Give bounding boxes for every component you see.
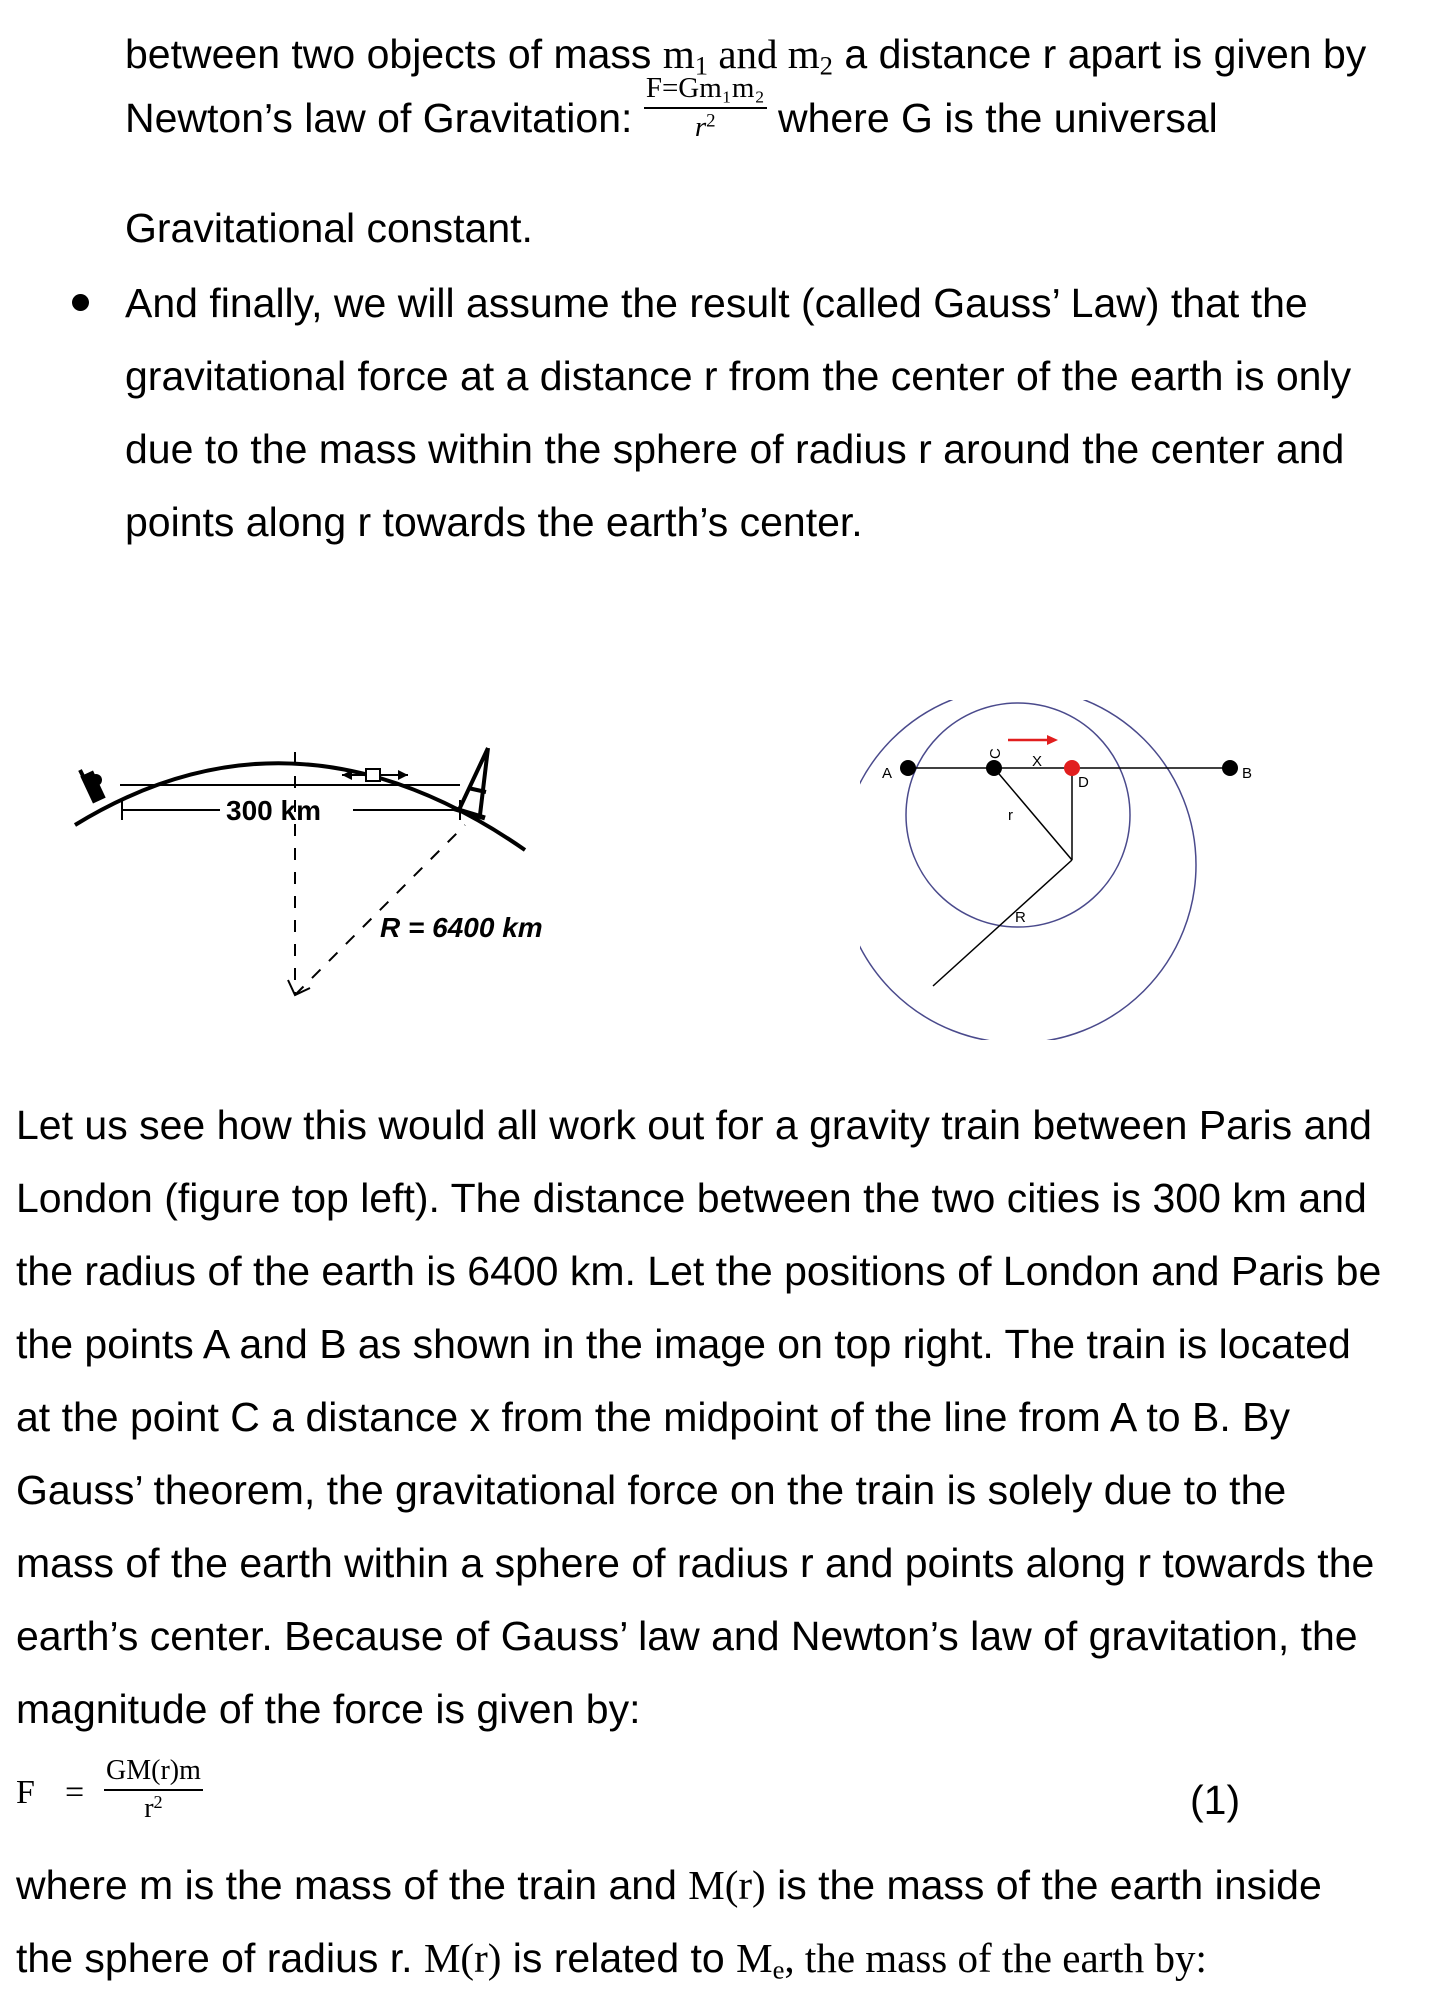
- equation-denominator: $r^2$: [144, 1791, 163, 1824]
- gravitation-formula: $\frac{\text{F=Gm₁m₂}}{r^2}$: [645, 72, 765, 144]
- bullet-line-1: And finally, we will assume the result (called Gauss’ Law) that the: [125, 280, 1308, 326]
- label-R: R: [1015, 909, 1026, 926]
- equation-number: (1): [1190, 1777, 1241, 1823]
- body-line-1: Let us see how this would all work out for a gravity train between Paris and: [16, 1102, 1372, 1148]
- intro-text-post: a distance r apart is given by: [833, 31, 1367, 77]
- and-text: and: [708, 31, 788, 77]
- intro-line-2: [125, 72, 1218, 144]
- radius-R-line: [933, 860, 1072, 986]
- eiffel-tower-icon: [452, 748, 488, 818]
- body-line-8: earth’s center. Because of Gauss’ law and Newton’s law of gravitation, the: [16, 1613, 1358, 1659]
- label-r: r: [1008, 807, 1013, 824]
- inner-sphere-circle: [906, 703, 1130, 927]
- equation-numerator: GM(r)m: [104, 1757, 203, 1791]
- label-b: B: [1242, 765, 1253, 782]
- body-line-7: mass of the earth within a sphere of radius r and points along r towards the: [16, 1540, 1375, 1586]
- body-line-4: the points A and B as shown in the image on top right. The train is located: [16, 1321, 1351, 1367]
- intro-text: between two objects of mass: [125, 31, 663, 77]
- figure-paris-london: [60, 730, 600, 1010]
- london-landmark-icon: [80, 770, 106, 804]
- equation-equals: =: [65, 1774, 85, 1811]
- radius-arrow-head: [288, 980, 310, 995]
- newton-law-label: Newton’s law of Gravitation:: [125, 95, 644, 141]
- figure-chord-diagram: [860, 700, 1280, 1040]
- mass-m2: $m_2$: [787, 31, 833, 81]
- point-c: [986, 760, 1002, 776]
- direction-arrow-head-icon: [1047, 735, 1058, 745]
- label-c: C: [987, 748, 1004, 759]
- label-x: X: [1032, 753, 1043, 770]
- after-line-2: the sphere of radius r. M(r) is related to $M_e$, the mass of the earth by:: [16, 1935, 1207, 1985]
- point-a: [900, 760, 916, 776]
- body-line-3: the radius of the earth is 6400 km. Let the positions of London and Paris be: [16, 1248, 1382, 1294]
- intro-line-3: Gravitational constant.: [125, 205, 533, 251]
- equation-lhs: F: [16, 1774, 35, 1811]
- radius-r-line: [994, 768, 1072, 860]
- bullet-line-3: due to the mass within the sphere of radius r around the center and: [125, 426, 1345, 472]
- bullet-line-4: points along r towards the earth’s center.: [125, 499, 863, 545]
- radius-label: R = 6400 km: [380, 912, 543, 943]
- distance-label: 300 km: [226, 795, 321, 826]
- earth-outer-circle: [860, 700, 1196, 1040]
- intro-line-1: [125, 31, 1367, 81]
- mass-m1: $m_1$: [662, 31, 709, 81]
- body-line-5: at the point C a distance x from the midpoint of the line from A to B. By: [16, 1394, 1290, 1440]
- train-arrow-right-icon: [398, 770, 408, 780]
- body-line-6: Gauss’ theorem, the gravitational force on the train is solely due to the: [16, 1467, 1287, 1513]
- bullet-line-2: gravitational force at a distance r from the center of the earth is only: [125, 353, 1352, 399]
- label-d: D: [1078, 774, 1089, 791]
- body-line-2: London (figure top left). The distance between the two cities is 300 km and: [16, 1175, 1367, 1221]
- radius-dashed-line: [295, 825, 465, 995]
- point-b: [1222, 760, 1238, 776]
- bullet-dot: [72, 294, 89, 311]
- train-icon: [366, 769, 380, 781]
- universal-constant-text: where G is the universal: [766, 95, 1218, 141]
- after-line-1: where m is the mass of the train and M(r) is the mass of the earth inside: [16, 1862, 1322, 1908]
- body-line-9: magnitude of the force is given by:: [16, 1686, 641, 1732]
- equation-fraction: [104, 1757, 203, 1823]
- label-a: A: [882, 765, 893, 782]
